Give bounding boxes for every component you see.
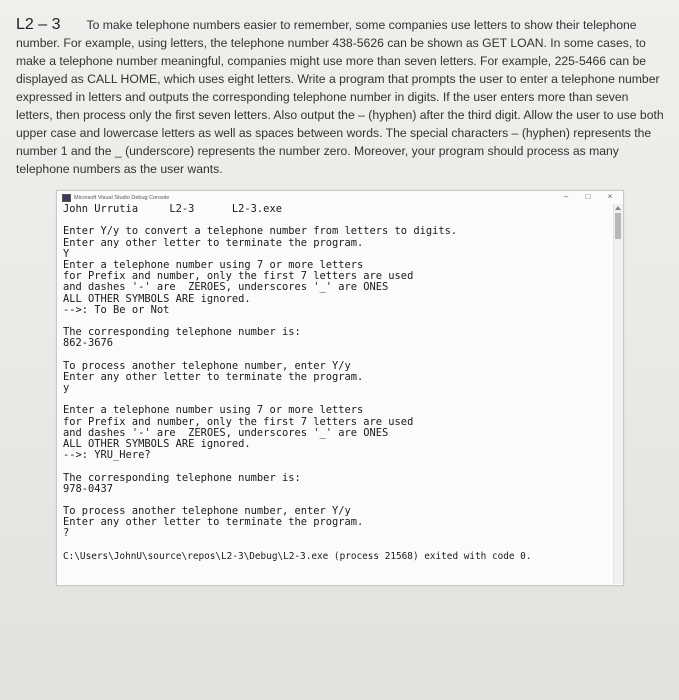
console-line: C:\Users\JohnU\source\repos\L2-3\Debug\L2-3.exe (process 21568) exited with code 0. [63, 550, 532, 562]
console-window [56, 190, 624, 586]
console-line: 978-0437 [63, 482, 114, 495]
console-line: -->: YRU_Here? [63, 449, 151, 462]
console-line: Y [63, 247, 70, 260]
problem-code: L2 – 3 [16, 16, 61, 33]
console-title: Microsoft Visual Studio Debug Console [74, 194, 170, 201]
console-line: The corresponding telephone number is: [63, 471, 301, 484]
console-line: To process another telephone number, enter Y/y [63, 359, 351, 372]
console-line: John Urrutia L2-3 L2-3.exe [63, 203, 282, 215]
maximize-button[interactable]: □ [585, 192, 591, 201]
console-line: and dashes '-' are ZEROES, underscores '_' are ONES [63, 281, 389, 294]
console-output [63, 204, 611, 562]
console-line: -->: To Be or Not [63, 303, 170, 316]
console-line: and dashes '-' are ZEROES, underscores '_' are ONES [63, 426, 389, 439]
console-line: To process another telephone number, enter Y/y [63, 505, 351, 518]
vertical-scrollbar[interactable] [613, 204, 623, 584]
console-line: Enter a telephone number using 7 or more letters [63, 404, 364, 417]
console-line: Enter any other letter to terminate the program. [63, 236, 364, 249]
window-controls [561, 192, 615, 202]
console-line [63, 540, 611, 551]
console-line [63, 461, 611, 472]
minimize-button[interactable]: – [563, 192, 569, 201]
console-line: y [63, 382, 70, 394]
console-line: ALL OTHER SYMBOLS ARE ignored. [63, 437, 251, 450]
console-line: The corresponding telephone number is: [63, 326, 301, 339]
console-line: ALL OTHER SYMBOLS ARE ignored. [63, 292, 251, 305]
console-line: Enter any other letter to terminate the program. [63, 516, 364, 529]
console-line: Enter any other letter to terminate the program. [63, 370, 364, 383]
console-line: for Prefix and number, only the first 7 letters are used [63, 415, 414, 428]
scroll-up-arrow-icon[interactable] [615, 206, 621, 210]
console-app-icon [62, 194, 71, 202]
console-line: 862-3676 [63, 337, 114, 350]
scroll-thumb[interactable] [615, 213, 621, 239]
console-line: for Prefix and number, only the first 7 letters are used [63, 270, 414, 283]
console-line [63, 349, 611, 360]
problem-text: To make telephone numbers easier to remember, some companies use letters to show their telephone number. For example, using letters, the telephone number 438-5626 can be shown as GET LOAN. In some cases, to make a telephone number meaningful, companies might use more than seven letters. For example, 225-5466 can be displayed as CALL HOME, which uses eight letters. Write a program that prompts the user to enter a telephone number expressed in letters and outputs the corresponding telephone number in digits. If the user enters more than seven letters, then process only the first seven letters. Also output the – (hyphen) after the third digit. Allow the user to use both upper case and lowercase letters as well as spaces between words. The special characters – (hyphen) represents the number 1 and the _ (underscore) represents the number zero. Moreover, your program should process as many telephone numbers as the user wants. [16, 18, 664, 176]
close-button[interactable]: × [607, 192, 613, 201]
console-line: Enter a telephone number using 7 or more letters [63, 258, 364, 271]
problem-statement [16, 16, 666, 178]
console-line: Enter Y/y to convert a telephone number from letters to digits. [63, 225, 458, 238]
console-line: ? [63, 527, 70, 540]
